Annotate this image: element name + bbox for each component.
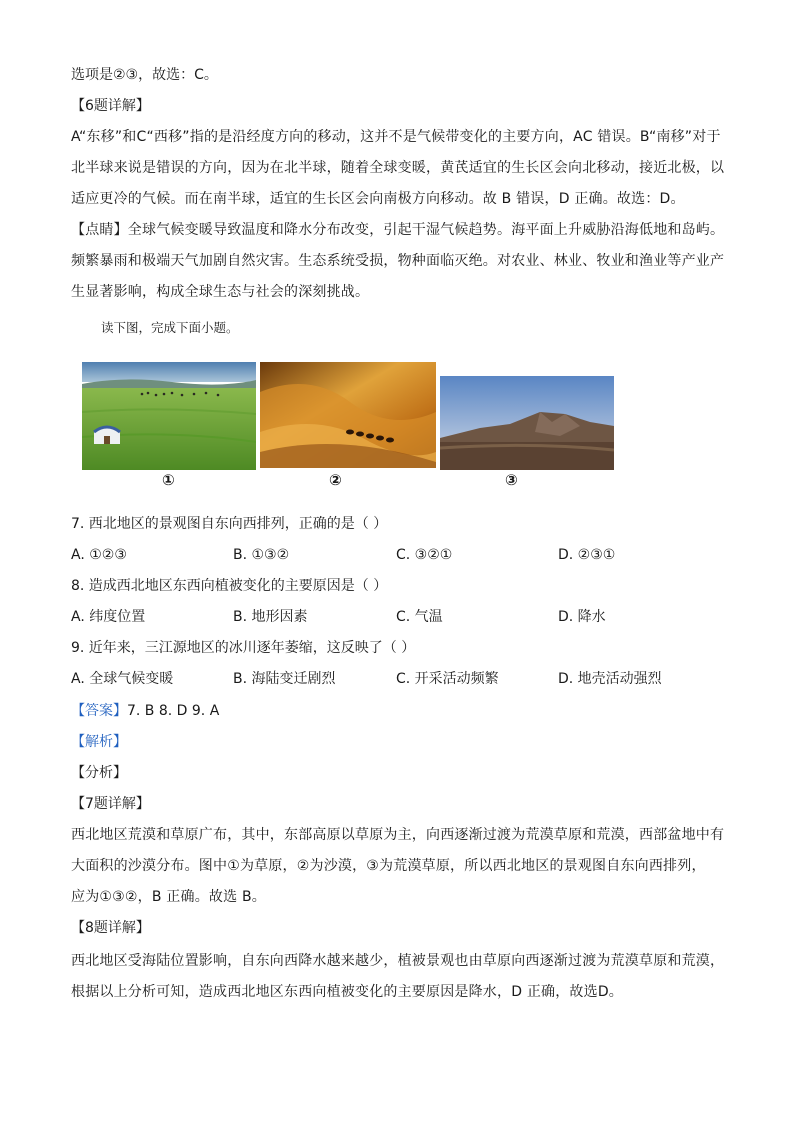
analysis-label: 【解析】 <box>71 734 127 750</box>
q7-paragraph-line: 应为①③②，B 正确。故选 B。 <box>71 889 266 905</box>
answer-line: 选项是②③，故选：C。 <box>71 67 218 83</box>
answer-label: 【答案】 <box>71 703 127 719</box>
q8-option-d: D. 降水 <box>558 609 606 625</box>
q7-option-b: B. ①③② <box>233 547 290 563</box>
q9-option-a: A. 全球气候变暖 <box>71 671 174 687</box>
q8-option-c: C. 气温 <box>396 609 443 625</box>
figure-caption: 读下图，完成下面小题。 <box>101 320 239 335</box>
q9-option-c: C. 开采活动频繁 <box>396 671 499 687</box>
question-7: 7. 西北地区的景观图自东向西排列，正确的是（ ） <box>71 516 388 532</box>
grassland-photo <box>82 362 256 470</box>
image-label: ② <box>329 471 342 489</box>
note-paragraph-line: 【点睛】全球气候变暖导致温度和降水分布改变，引起干湿气候趋势。海平面上升威胁沿海低地和岛屿。 <box>71 222 725 238</box>
q6-paragraph-line: 适应更冷的气候。而在南半球，适宜的生长区会向南极方向移动。故 B 错误，D 正确。故选：D。 <box>71 191 685 207</box>
q7-paragraph-line: 大面积的沙漠分布。图中①为草原，②为沙漠，③为荒漠草原，所以西北地区的景观图自东向西排列， <box>71 858 706 874</box>
q6-heading: 【6题详解】 <box>71 98 150 114</box>
note-paragraph-line: 频繁暴雨和极端天气加剧自然灾害。生态系统受损，物种面临灭绝。对农业、林业、牧业和渔业等产业产 <box>71 253 725 269</box>
q7-heading: 【7题详解】 <box>71 796 150 812</box>
q6-paragraph-line: 北半球来说是错误的方向，因为在北半球，随着全球变暖，黄芪适宜的生长区会向北移动，接近北极，以 <box>71 160 725 176</box>
fenxi-heading: 【分析】 <box>71 765 127 781</box>
answer-text: 7. B 8. D 9. A <box>127 703 220 719</box>
q9-option-d: D. 地壳活动强烈 <box>558 671 662 687</box>
q7-option-c: C. ③②① <box>396 547 453 563</box>
image-label: ① <box>162 471 175 489</box>
question-8: 8. 造成西北地区东西向植被变化的主要原因是（ ） <box>71 578 388 594</box>
q6-paragraph-line: A“东移”和C“西移”指的是沿经度方向的移动，这并不是气候带变化的主要方向，AC 错误。B“南移”对于 <box>71 129 721 145</box>
answer-row <box>71 701 219 721</box>
note-paragraph-line: 生显著影响，构成全球生态与社会的深刻挑战。 <box>71 284 370 300</box>
q8-paragraph-line: 根据以上分析可知，造成西北地区东西向植被变化的主要原因是降水，D 正确，故选D。 <box>71 984 624 1000</box>
q7-option-a: A. ①②③ <box>71 547 127 563</box>
image-label: ③ <box>505 471 518 489</box>
q8-option-b: B. 地形因素 <box>233 609 308 625</box>
q7-option-d: D. ②③① <box>558 547 616 563</box>
q8-paragraph-line: 西北地区受海陆位置影响，自东向西降水越来越少，植被景观也由草原向西逐渐过渡为荒漠草原和荒漠， <box>71 953 725 969</box>
desert-steppe-photo <box>440 376 614 470</box>
desert-photo <box>260 362 436 468</box>
q7-paragraph-line: 西北地区荒漠和草原广布，其中，东部高原以草原为主，向西逐渐过渡为荒漠草原和荒漠，西部盆地中有 <box>71 827 725 843</box>
q8-heading: 【8题详解】 <box>71 920 150 936</box>
q9-option-b: B. 海陆变迁剧烈 <box>233 671 336 687</box>
q8-option-a: A. 纬度位置 <box>71 609 146 625</box>
question-9: 9. 近年来，三江源地区的冰川逐年萎缩，这反映了（ ） <box>71 640 416 656</box>
